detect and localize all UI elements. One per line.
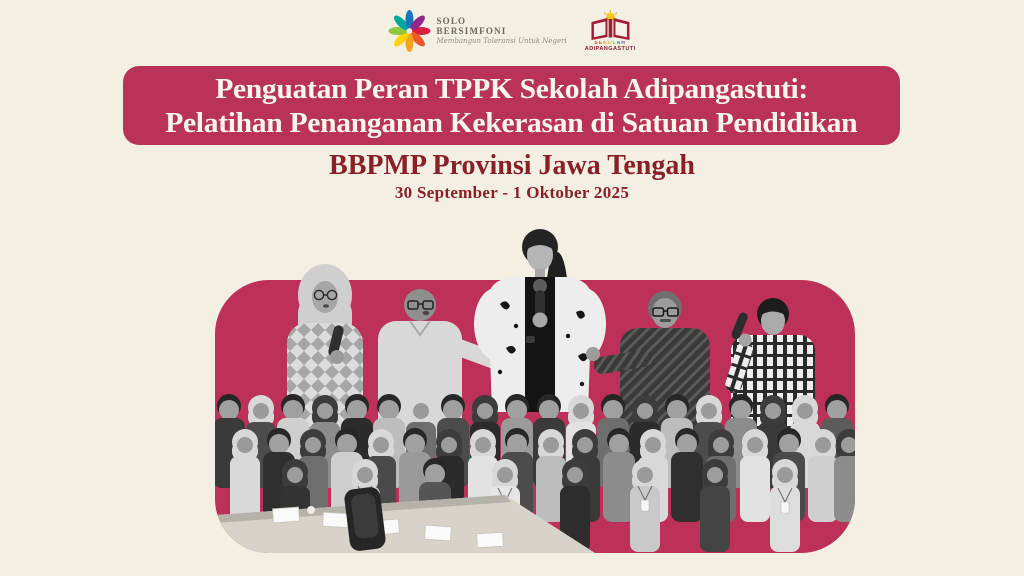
title-line-2: Pelatihan Penanganan Kekerasan di Satuan Pendidikan xyxy=(165,106,858,139)
subtitle-block xyxy=(0,150,1024,204)
solo-logo-line1: SOLO xyxy=(436,16,467,27)
solo-bersimfoni-text xyxy=(436,17,566,45)
event-dates: 30 September - 1 Oktober 2025 xyxy=(394,183,630,202)
adipangastuti-sekolah-label: SEKOLAH xyxy=(594,40,626,46)
adipangastuti-wordmark: ADIPANGASTUTI xyxy=(584,46,636,52)
chair xyxy=(343,486,386,552)
header-logos xyxy=(388,10,635,53)
title-line-1: Penguatan Peran TPPK Sekolah Adipangastuti: xyxy=(215,72,808,105)
solo-bersimfoni-logo xyxy=(388,10,566,52)
adipangastuti-book-bulb-icon xyxy=(588,10,632,40)
solo-logo-line2: BERSIMFONI xyxy=(436,25,507,36)
adipangastuti-logo xyxy=(585,10,636,53)
group-photo xyxy=(215,210,855,555)
event-subtitle: BBPMP Provinsi Jawa Tengah xyxy=(329,150,695,181)
title-banner xyxy=(123,66,900,145)
speaker-center-woman xyxy=(474,229,606,412)
solo-logo-tagline: Membangun Toleransi Untuk Negeri xyxy=(436,37,567,46)
solo-bersimfoni-pinwheel-icon xyxy=(388,10,430,52)
